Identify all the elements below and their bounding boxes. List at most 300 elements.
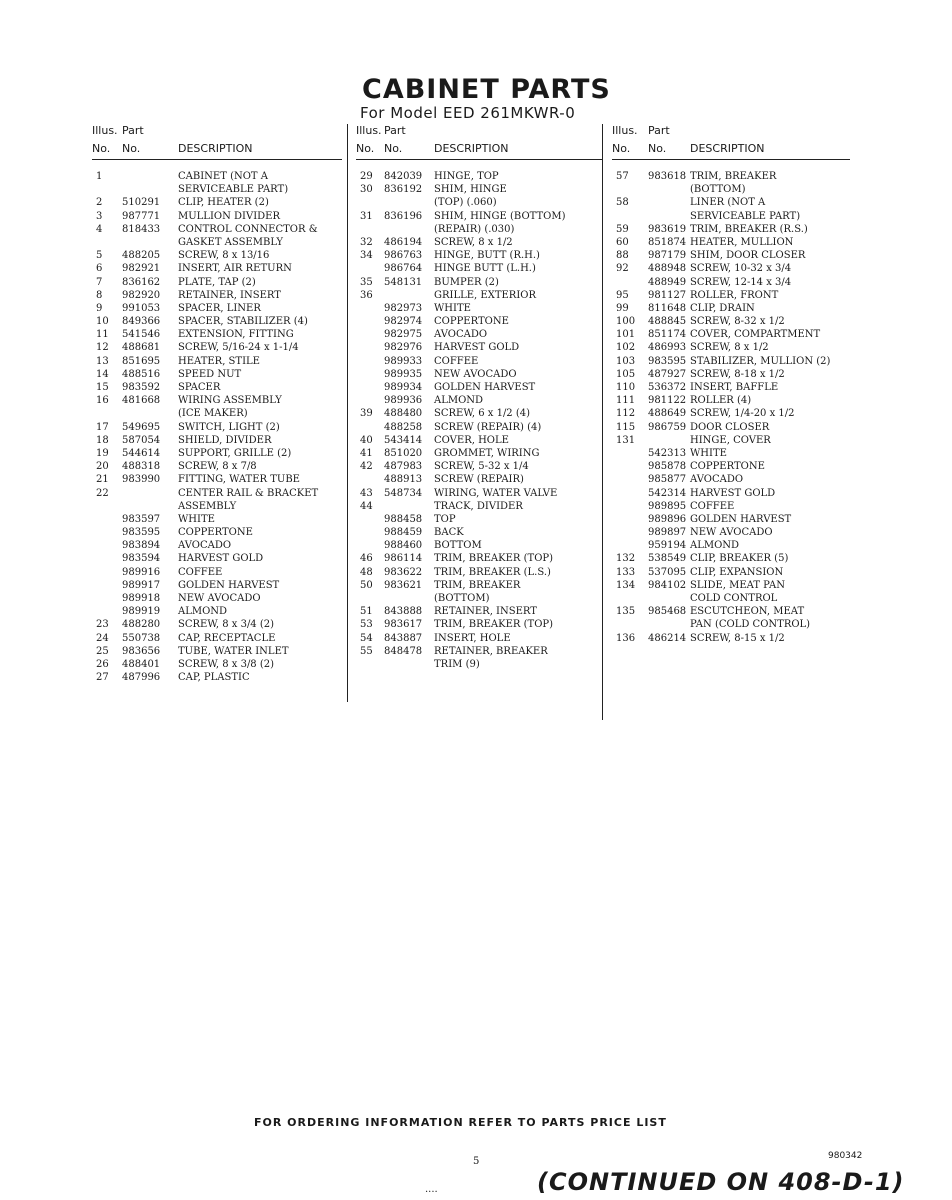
illus-number: 36 (360, 289, 373, 301)
illus-number: 14 (96, 368, 109, 380)
part-row (92, 592, 342, 605)
part-number: 548734 (384, 487, 423, 499)
part-number: 988460 (384, 540, 423, 552)
part-description: WHITE (434, 302, 471, 314)
part-row (356, 447, 602, 460)
part-description: SPACER, STABILIZER (4) (178, 316, 308, 328)
part-description: SERVICEABLE PART) (178, 184, 289, 196)
part-row (356, 421, 602, 434)
illus-number: 50 (360, 579, 373, 591)
part-description: COFFEE (690, 500, 735, 512)
part-row (356, 328, 602, 341)
part-description: SCREW, 8-15 x 1/2 (690, 632, 785, 644)
part-number: 989917 (122, 579, 161, 591)
part-row (356, 170, 602, 183)
part-number: 986114 (384, 553, 423, 565)
part-number: 982975 (384, 329, 423, 341)
column-header (92, 124, 342, 160)
part-number: 851020 (384, 447, 423, 459)
illus-number: 134 (616, 579, 636, 591)
illus-number: 110 (616, 382, 636, 393)
part-description: NEW AVOCADO (690, 527, 773, 539)
part-description: SCREW, 6 x 1/2 (4) (434, 408, 531, 420)
part-number: 983595 (122, 527, 161, 539)
illus-no-label: No. (612, 142, 631, 155)
part-row (612, 460, 850, 473)
part-row (356, 407, 602, 420)
part-description: DOOR CLOSER (690, 421, 770, 433)
part-row (612, 315, 850, 328)
part-number: 836162 (122, 276, 161, 288)
part-row (92, 513, 342, 526)
part-number: 983656 (122, 645, 161, 657)
part-number: 989936 (384, 395, 423, 407)
part-number: 989896 (648, 513, 687, 525)
part-number: 488480 (384, 408, 423, 420)
part-row (612, 473, 850, 486)
column-divider-1 (347, 124, 348, 702)
part-row (92, 566, 342, 579)
illus-number: 11 (96, 329, 109, 341)
part-number: 843888 (384, 606, 423, 618)
part-number: 989934 (384, 382, 423, 393)
part-row (612, 632, 850, 645)
part-row (612, 249, 850, 262)
part-row (92, 526, 342, 539)
part-row (356, 552, 602, 565)
part-row (92, 170, 342, 183)
part-number: 488516 (122, 368, 161, 380)
part-description: HARVEST GOLD (178, 553, 264, 565)
part-description: ROLLER, FRONT (690, 289, 779, 301)
page-number: 5 (473, 1156, 480, 1167)
part-number: 986759 (648, 421, 687, 433)
part-row (612, 394, 850, 407)
illus-number: 20 (96, 461, 109, 473)
part-row (356, 262, 602, 275)
part-row (356, 341, 602, 354)
illus-number: 100 (616, 316, 636, 328)
part-number: 983621 (384, 579, 423, 591)
part-number: 989895 (648, 500, 687, 512)
part-description: INSERT, BAFFLE (690, 382, 779, 393)
part-row (612, 421, 850, 434)
part-number: 811648 (648, 302, 687, 314)
part-number: 488258 (384, 421, 423, 433)
part-description: TRIM (9) (434, 658, 480, 670)
part-row (92, 658, 342, 671)
part-row (356, 368, 602, 381)
part-number: 985468 (648, 606, 687, 618)
part-description: (BOTTOM) (434, 593, 490, 604)
illus-number: 46 (360, 553, 373, 565)
part-row (612, 513, 850, 526)
part-row (92, 539, 342, 552)
illus-label: Illus. (356, 124, 382, 137)
part-number: 487927 (648, 368, 687, 380)
part-description: SCREW (REPAIR) (4) (434, 421, 542, 433)
part-description: CLIP, EXPANSION (690, 566, 784, 578)
part-row (612, 341, 850, 354)
part-row (356, 526, 602, 539)
illus-number: 35 (360, 276, 373, 288)
part-description: GOLDEN HARVEST (690, 513, 792, 525)
part-row (356, 249, 602, 262)
part-number: 848478 (384, 645, 423, 657)
part-description: GASKET ASSEMBLY (178, 236, 283, 248)
part-number: 487983 (384, 461, 423, 473)
illus-number: 10 (96, 316, 109, 328)
part-number: 843887 (384, 632, 423, 644)
part-row (92, 302, 342, 315)
part-description: GRILLE, EXTERIOR (434, 289, 537, 301)
part-number: 541546 (122, 329, 161, 341)
part-description: CENTER RAIL & BRACKET (178, 487, 319, 499)
part-description: RETAINER, INSERT (434, 606, 537, 618)
part-row (356, 632, 602, 645)
part-row (92, 460, 342, 473)
part-description: SCREW, 1/4-20 x 1/2 (690, 408, 795, 420)
model-subtitle: For Model EED 261MKWR-0 (360, 104, 576, 122)
part-number: 983595 (648, 355, 687, 367)
part-row (612, 500, 850, 513)
part-description: PLATE, TAP (2) (178, 276, 256, 288)
part-description: BOTTOM (434, 540, 482, 552)
part-description: NEW AVOCADO (434, 368, 517, 380)
part-description: SCREW, 8 x 7/8 (178, 461, 257, 473)
part-description: CLIP, BREAKER (5) (690, 553, 789, 565)
part-description: CAP, RECEPTACLE (178, 632, 276, 644)
part-description: SUPPORT, GRILLE (2) (178, 447, 292, 459)
part-description: TOP (434, 513, 456, 525)
illus-number: 27 (96, 672, 109, 684)
illus-number: 101 (616, 329, 636, 341)
part-number: 986764 (384, 263, 423, 275)
part-description: FITTING, WATER TUBE (178, 474, 300, 486)
part-row (612, 407, 850, 420)
illus-number: 7 (96, 276, 103, 288)
part-description: TRIM, BREAKER (TOP) (434, 553, 554, 565)
part-row (92, 671, 342, 684)
part-description: COFFEE (434, 355, 479, 367)
description-label: DESCRIPTION (178, 142, 253, 155)
part-number: 488205 (122, 250, 161, 262)
illus-no-label: No. (356, 142, 375, 155)
part-row (92, 381, 342, 394)
part-description: BUMPER (2) (434, 276, 499, 288)
part-number: 488913 (384, 474, 423, 486)
part-row (92, 289, 342, 302)
illus-number: 13 (96, 355, 109, 367)
part-description: SWITCH, LIGHT (2) (178, 421, 280, 433)
part-row (612, 605, 850, 618)
part-description: TRIM, BREAKER (690, 171, 777, 182)
part-number: 488401 (122, 658, 161, 670)
part-row (356, 513, 602, 526)
part-row (356, 302, 602, 315)
illus-number: 59 (616, 223, 629, 235)
part-row (92, 262, 342, 275)
part-description: CLIP, DRAIN (690, 302, 755, 314)
illus-number: 19 (96, 447, 109, 459)
part-row (92, 473, 342, 486)
part-row (612, 526, 850, 539)
illus-number: 6 (96, 263, 103, 275)
part-description: WHITE (178, 513, 215, 525)
part-row (92, 249, 342, 262)
part-row (92, 183, 342, 196)
illus-number: 18 (96, 434, 109, 446)
illus-number: 111 (616, 395, 636, 407)
part-row (612, 381, 850, 394)
part-description: MULLION DIVIDER (178, 210, 281, 222)
part-number: 549695 (122, 421, 161, 433)
illus-number: 43 (360, 487, 373, 499)
part-number: 983894 (122, 540, 161, 552)
part-number: 989935 (384, 368, 423, 380)
part-description: EXTENSION, FITTING (178, 329, 294, 341)
part-description: WIRING ASSEMBLY (178, 395, 282, 407)
part-description: HEATER, MULLION (690, 236, 794, 248)
part-description: ALMOND (690, 540, 740, 552)
illus-number: 2 (96, 197, 103, 209)
part-number: 543414 (384, 434, 423, 446)
part-row (612, 328, 850, 341)
part-row (612, 566, 850, 579)
part-row (92, 645, 342, 658)
part-number: 985878 (648, 461, 687, 473)
part-row (92, 196, 342, 209)
part-row (92, 315, 342, 328)
part-number: 982920 (122, 289, 161, 301)
part-row (612, 368, 850, 381)
part-row (612, 302, 850, 315)
illus-number: 41 (360, 447, 373, 459)
illus-number: 26 (96, 658, 109, 670)
illus-number: 8 (96, 289, 103, 301)
part-description: COLD CONTROL (690, 593, 778, 604)
part-number: 989916 (122, 566, 161, 578)
part-row (356, 210, 602, 223)
part-number: 981122 (648, 395, 687, 407)
illus-label: Illus. (92, 124, 118, 137)
column-header (356, 124, 602, 160)
part-number: 548131 (384, 276, 423, 288)
illus-number: 58 (616, 197, 629, 209)
part-row (356, 658, 602, 671)
part-number: 983592 (122, 382, 161, 393)
part-description: HEATER, STILE (178, 355, 260, 367)
part-row (612, 262, 850, 275)
illus-number: 44 (360, 500, 373, 512)
part-number: 988459 (384, 527, 423, 539)
illus-label: Illus. (612, 124, 638, 137)
part-row (612, 447, 850, 460)
part-row (92, 328, 342, 341)
illus-number: 40 (360, 434, 373, 446)
part-description: SCREW, 8-18 x 1/2 (690, 368, 785, 380)
part-label: Part (648, 124, 670, 137)
part-row (92, 447, 342, 460)
part-row (612, 552, 850, 565)
illus-number: 32 (360, 236, 373, 248)
illus-number: 9 (96, 302, 103, 314)
parts-column-3 (612, 124, 850, 645)
part-number: 983597 (122, 513, 161, 525)
illus-number: 31 (360, 210, 373, 222)
part-description: SCREW, 12-14 x 3/4 (690, 276, 792, 288)
part-row (92, 210, 342, 223)
illus-number: 48 (360, 566, 373, 578)
part-description: COPPERTONE (434, 316, 509, 328)
description-label: DESCRIPTION (434, 142, 509, 155)
part-row (612, 170, 850, 183)
part-row (92, 341, 342, 354)
part-no-label: No. (122, 142, 141, 155)
parts-list (612, 170, 850, 645)
part-row (612, 289, 850, 302)
part-description: TRIM, BREAKER (TOP) (434, 619, 554, 631)
part-number: 991053 (122, 302, 161, 314)
part-description: CONTROL CONNECTOR & (178, 223, 318, 235)
part-number: 486993 (648, 342, 687, 354)
illus-number: 105 (616, 368, 636, 380)
illus-number: 30 (360, 184, 373, 196)
part-description: SCREW, 8 x 3/8 (2) (178, 658, 275, 670)
part-description: SCREW, 5-32 x 1/4 (434, 461, 529, 473)
illus-number: 29 (360, 171, 373, 182)
column-divider-2 (602, 124, 603, 720)
part-description: CLIP, HEATER (2) (178, 197, 269, 209)
part-description: SPACER (178, 382, 221, 393)
part-description: SCREW, 8-32 x 1/2 (690, 316, 785, 328)
part-number: 836196 (384, 210, 423, 222)
part-row (356, 618, 602, 631)
part-description: ROLLER (4) (690, 395, 752, 407)
part-description: WHITE (690, 447, 727, 459)
part-row (92, 407, 342, 420)
part-row (356, 579, 602, 592)
part-number: 989918 (122, 593, 161, 604)
part-row (356, 645, 602, 658)
part-number: 984102 (648, 579, 687, 591)
part-description: (ICE MAKER) (178, 408, 248, 420)
illus-number: 102 (616, 342, 636, 354)
part-number: 542313 (648, 447, 687, 459)
part-description: WIRING, WATER VALVE (434, 487, 558, 499)
part-row (356, 315, 602, 328)
part-description: (TOP) (.060) (434, 197, 497, 209)
part-description: TRACK, DIVIDER (434, 500, 523, 512)
part-description: INSERT, HOLE (434, 632, 511, 644)
description-label: DESCRIPTION (690, 142, 765, 155)
part-number: 851874 (648, 236, 687, 248)
part-description: HARVEST GOLD (434, 342, 520, 354)
header-rule (612, 159, 850, 160)
part-description: RETAINER, BREAKER (434, 645, 548, 657)
part-number: 487996 (122, 672, 161, 684)
part-description: HARVEST GOLD (690, 487, 776, 499)
part-row (612, 579, 850, 592)
part-number: 510291 (122, 197, 161, 209)
part-description: HINGE, TOP (434, 171, 499, 182)
part-row (92, 276, 342, 289)
header-rule (356, 159, 602, 160)
part-number: 536372 (648, 382, 687, 393)
part-number: 488949 (648, 276, 687, 288)
illus-number: 3 (96, 210, 103, 222)
illus-number: 12 (96, 342, 109, 354)
part-description: HINGE, BUTT (R.H.) (434, 250, 540, 262)
part-description: AVOCADO (178, 540, 232, 552)
part-row (356, 592, 602, 605)
illus-number: 132 (616, 553, 636, 565)
part-description: AVOCADO (434, 329, 488, 341)
part-number: 987771 (122, 210, 161, 222)
part-number: 587054 (122, 434, 161, 446)
part-number: 981127 (648, 289, 687, 301)
illus-number: 16 (96, 395, 109, 407)
part-number: 542314 (648, 487, 687, 499)
part-description: COVER, COMPARTMENT (690, 329, 821, 341)
part-number: 486194 (384, 236, 423, 248)
illus-number: 34 (360, 250, 373, 262)
part-number: 488845 (648, 316, 687, 328)
illus-number: 60 (616, 236, 629, 248)
part-row (92, 552, 342, 565)
illus-number: 88 (616, 250, 629, 262)
part-description: TUBE, WATER INLET (178, 645, 289, 657)
illus-number: 135 (616, 606, 636, 618)
part-description: INSERT, AIR RETURN (178, 263, 292, 275)
part-description: NEW AVOCADO (178, 593, 261, 604)
part-row (92, 487, 342, 500)
part-row (92, 421, 342, 434)
part-number: 851695 (122, 355, 161, 367)
part-number: 983594 (122, 553, 161, 565)
part-row (356, 276, 602, 289)
illus-number: 53 (360, 619, 373, 631)
part-description: ALMOND (178, 606, 228, 618)
part-description: SCREW, 8 x 13/16 (178, 250, 270, 262)
part-number: 959194 (648, 540, 687, 552)
part-number: 983990 (122, 474, 161, 486)
part-number: 488649 (648, 408, 687, 420)
part-row (92, 618, 342, 631)
part-number: 982921 (122, 263, 161, 275)
illus-number: 133 (616, 566, 636, 578)
part-description: COFFEE (178, 566, 223, 578)
illus-number: 54 (360, 632, 373, 644)
part-number: 849366 (122, 316, 161, 328)
part-number: 851174 (648, 329, 687, 341)
part-number: 481668 (122, 395, 161, 407)
part-row (92, 500, 342, 513)
illus-number: 25 (96, 645, 109, 657)
illus-no-label: No. (92, 142, 111, 155)
part-description: TRIM, BREAKER (434, 579, 521, 591)
continued-note: (CONTINUED ON 408-D-1) (537, 1168, 905, 1196)
illus-number: 103 (616, 355, 636, 367)
part-number: 842039 (384, 171, 423, 182)
illus-number: 1 (96, 171, 103, 182)
part-description: HINGE BUTT (L.H.) (434, 263, 536, 275)
parts-column-1 (92, 124, 342, 684)
part-description: STABILIZER, MULLION (2) (690, 355, 831, 367)
header-rule (92, 159, 342, 160)
part-number: 982974 (384, 316, 423, 328)
part-number: 488280 (122, 619, 161, 631)
